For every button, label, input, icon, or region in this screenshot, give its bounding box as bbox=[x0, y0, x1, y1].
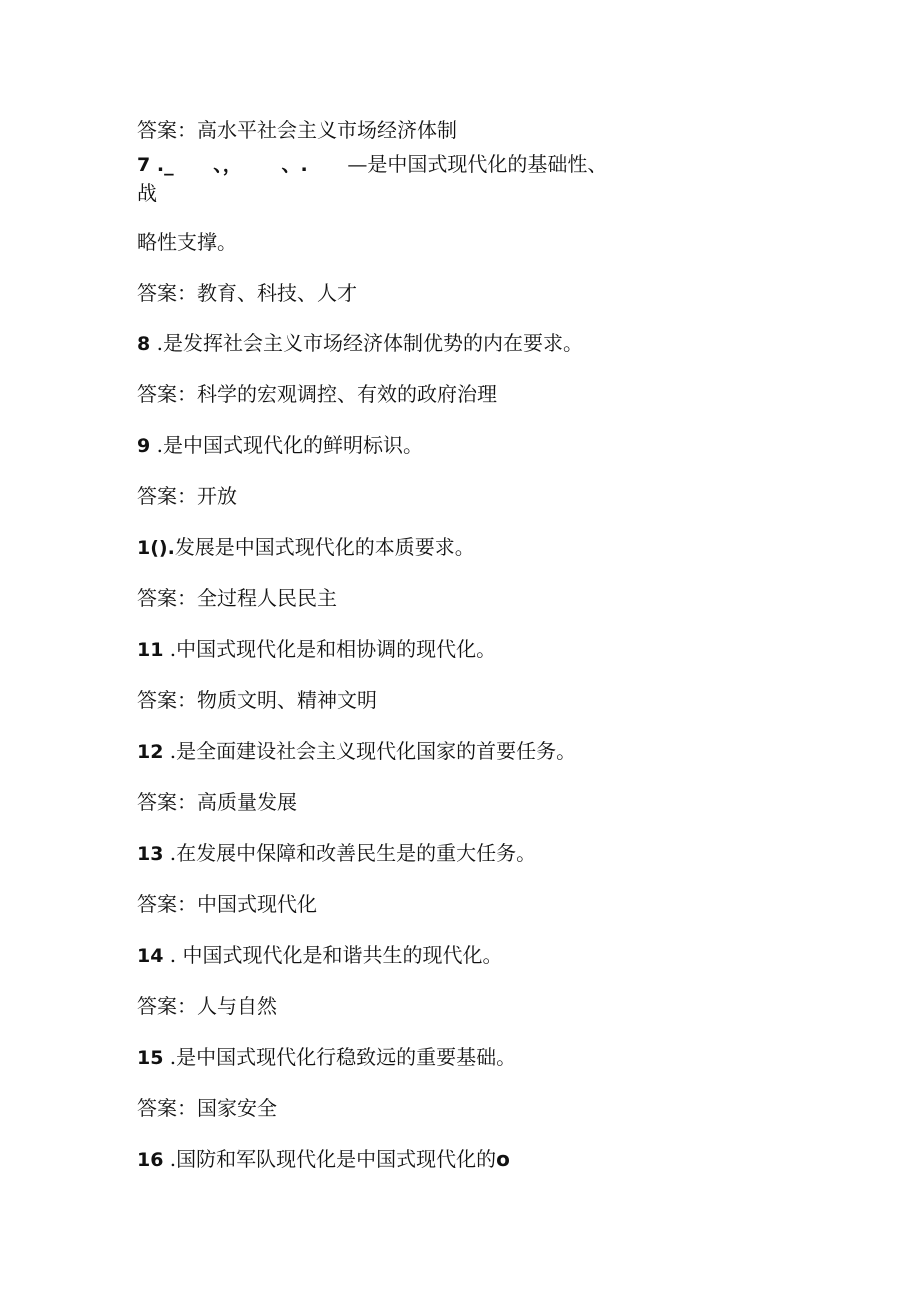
question-16-end-mark: o bbox=[496, 1147, 510, 1171]
question-14 bbox=[137, 942, 503, 969]
question-7-continuation-2: 略性支撑。 bbox=[137, 230, 237, 254]
answer-10: 答案：全过程人民民主 bbox=[137, 586, 337, 610]
question-13 bbox=[137, 840, 536, 867]
question-12-number: 12 bbox=[137, 741, 164, 763]
question-15-number: 15 bbox=[137, 1047, 164, 1069]
question-8-number: 8 bbox=[137, 333, 151, 355]
question-7-number: 7 bbox=[137, 154, 151, 176]
question-11-text: .中国式现代化是和相协调的现代化。 bbox=[163, 637, 497, 661]
question-15 bbox=[137, 1044, 516, 1071]
question-9-number: 9 bbox=[137, 435, 151, 457]
answer-6: 答案：高水平社会主义市场经济体制 bbox=[137, 118, 457, 142]
question-9 bbox=[137, 432, 423, 459]
answer-14: 答案：人与自然 bbox=[137, 994, 277, 1018]
question-14-number: 14 bbox=[137, 945, 164, 967]
question-14-text: . 中国式现代化是和谐共生的现代化。 bbox=[163, 943, 503, 967]
question-16-number: 16 bbox=[137, 1149, 164, 1171]
question-7 bbox=[137, 151, 607, 178]
question-10 bbox=[137, 534, 475, 561]
answer-13: 答案：中国式现代化 bbox=[137, 892, 317, 916]
answer-7: 答案：教育、科技、人才 bbox=[137, 281, 357, 305]
question-12-text: .是全面建设社会主义现代化国家的首要任务。 bbox=[163, 739, 577, 763]
question-8-text: .是发挥社会主义市场经济体制优势的内在要求。 bbox=[150, 331, 583, 355]
question-10-number: 1(). bbox=[137, 537, 175, 559]
question-13-text: .在发展中保障和改善民生是的重大任务。 bbox=[163, 841, 537, 865]
answer-15: 答案：国家安全 bbox=[137, 1096, 277, 1120]
question-13-number: 13 bbox=[137, 843, 164, 865]
question-7-text: —是中国式现代化的基础性、 bbox=[347, 152, 608, 176]
question-16-text: .国防和军队现代化是中国式现代化的 bbox=[163, 1147, 497, 1171]
question-7-blanks: ._ 、， 、. bbox=[150, 154, 348, 176]
question-12 bbox=[137, 738, 576, 765]
question-8 bbox=[137, 330, 583, 357]
question-10-text: 发展是中国式现代化的本质要求。 bbox=[174, 535, 475, 559]
question-9-text: .是中国式现代化的鲜明标识。 bbox=[150, 433, 423, 457]
question-11 bbox=[137, 636, 496, 663]
answer-9: 答案：开放 bbox=[137, 484, 237, 508]
question-15-text: .是中国式现代化行稳致远的重要基础。 bbox=[163, 1045, 517, 1069]
answer-8: 答案：科学的宏观调控、有效的政府治理 bbox=[137, 382, 497, 406]
question-16 bbox=[137, 1146, 510, 1173]
question-7-continuation-1: 战 bbox=[137, 181, 157, 205]
answer-12: 答案：高质量发展 bbox=[137, 790, 297, 814]
answer-11: 答案：物质文明、精神文明 bbox=[137, 688, 377, 712]
question-11-number: 11 bbox=[137, 639, 164, 661]
